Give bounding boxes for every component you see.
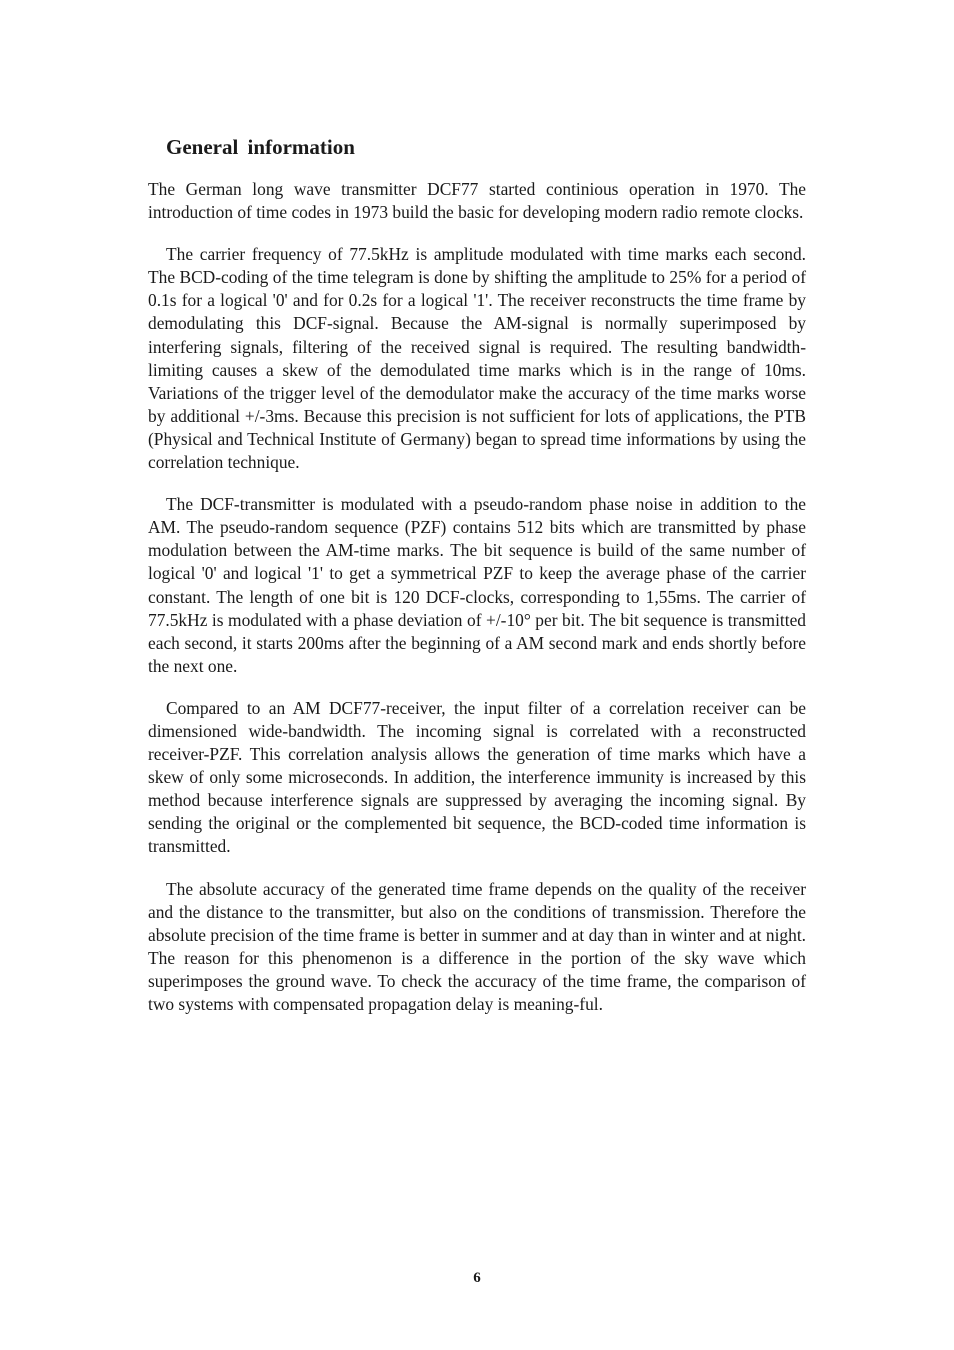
body-text xyxy=(148,178,806,1035)
paragraph-absolute-accuracy: The absolute accuracy of the generated time frame depends on the quality of the receiver and the distance to the transmitter, but also on the conditions of transmission. Therefore the absolute precision of the time frame is better in summer and at day than in winter and at night. The reason for this phenomenon is a difference in the portion of the sky wave which superimposes the ground wave. To check the accuracy of the time frame, the comparison of two systems with compensated propagation delay is meaning-ful. xyxy=(148,878,806,1014)
section-heading: General information xyxy=(166,135,355,159)
paragraph-dcf-transmitter: The DCF-transmitter is modulated with a pseudo-random phase noise in addition to the AM. The pseudo-random sequence (PZF) contains 512 bits which are transmitted by phase modulation between the AM-time marks. The bit sequence is build of the same number of logical '0' and logical '1' to get a symmetrical PZF to keep the average phase of the carrier constant. The length of one bit is 120 DCF-clocks, corresponding to 1,55ms. The carrier of 77.5kHz is modulated with a phase deviation of +/-10° per bit. The bit sequence is transmitted each second, it starts 200ms after the beginning of a AM second mark and ends shortly before the next one. xyxy=(148,494,806,676)
page-number: 6 xyxy=(473,1270,481,1286)
paragraph-correlation-receiver: Compared to an AM DCF77-receiver, the input filter of a correlation receiver can be dimensioned wide-bandwidth. The incoming signal is correlated with a reconstructed receiver-PZF. This correlation analysis allows the generation of time marks which have a skew of only some microseconds. In addition, the interference immunity is increased by this method because interference signals are suppressed by averaging the incoming signal. By sending the original or the complemented bit sequence, the BCD-coded time information is transmitted. xyxy=(148,697,806,857)
paragraph-carrier-frequency: The carrier frequency of 77.5kHz is amplitude modulated with time marks each second. The BCD-coding of the time telegram is done by shifting the amplitude to 25% for a period of 0.1s for a logical '0' and for 0.2s for a logical '1'. The receiver reconstructs the time frame by demodulating this DCF-signal. Because the AM-signal is normally superimposed by interfering signals, filtering of the received signal is required. The resulting bandwidth-limiting causes a skew of the demodulated time marks which is in the range of 10ms. Variations of the trigger level of the demodulator make the accuracy of the time marks worse by additional +/-3ms. Because this precision is not sufficient for lots of applications, the PTB (Physical and Technical Institute of Germany) began to spread time informations by using the correlation technique. xyxy=(148,244,806,473)
paragraph-intro: The German long wave transmitter DCF77 started continious operation in 1970. The introduction of time codes in 1973 build the basic for developing modern radio remote clocks. xyxy=(148,179,806,223)
